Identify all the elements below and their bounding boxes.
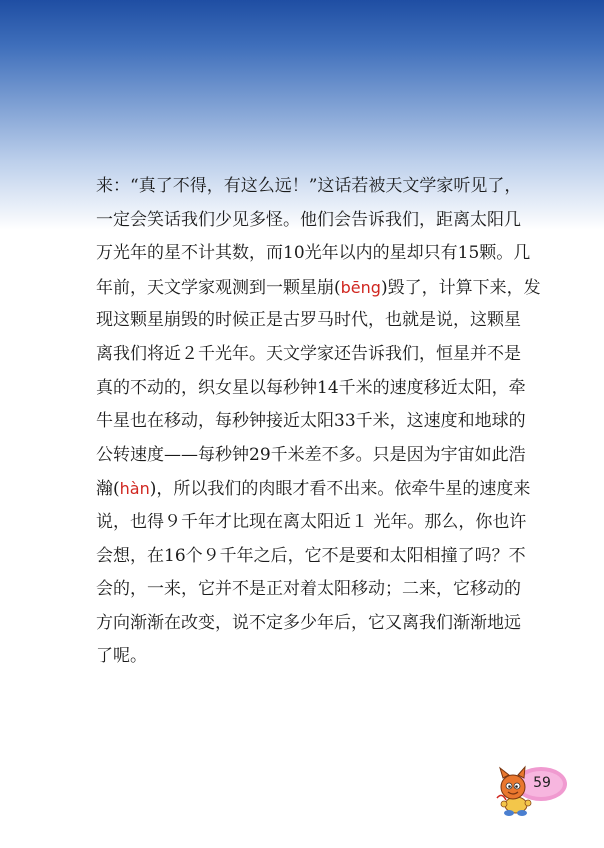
- text-line: 一定会笑话我们少见多怪。他们会告诉我们，距离太阳几: [96, 209, 521, 230]
- page-number: 59: [533, 775, 551, 791]
- text-line: 了呢。: [96, 646, 147, 667]
- text-line: 说，也得９千年才比现在离太阳近１ 光年。那么，你也许: [96, 511, 527, 532]
- pinyin-annotation: hàn: [119, 479, 150, 499]
- text-line: 来：“真了不得，有这么远！”这话若被天文学家听见了，: [96, 176, 522, 196]
- body-text: [96, 170, 541, 674]
- text-line: 真的不动的，织女星以每秒钟14千米的速度移近太阳，牵: [96, 377, 526, 398]
- text-line: [96, 271, 541, 305]
- text-segment: 年前，天文学家观测到一颗星崩(: [96, 277, 341, 298]
- text-line: 现这颗星崩毁的时候正是古罗马时代，也就是说，这颗星: [96, 310, 521, 331]
- text-line: 会的，一来，它并不是正对着太阳移动；二来，它移动的: [96, 579, 521, 600]
- text-segment: )毁了，计算下来，发: [380, 277, 541, 298]
- text-line: 公转速度——每秒钟29千米差不多。只是因为宇宙如此浩: [96, 444, 526, 465]
- text-line: 牛星也在移动，每秒钟接近太阳33千米，这速度和地球的: [96, 411, 526, 432]
- pinyin-annotation: bēng: [340, 277, 381, 297]
- text-line: 万光年的星不计其数，而10光年以内的星却只有15颗。几: [96, 243, 531, 264]
- text-line: 离我们将近２千光年。天文学家还告诉我们，恒星并不是: [96, 343, 521, 364]
- text-segment: )，所以我们的肉眼才看不出来。依牵牛星的速度来: [149, 479, 531, 500]
- text-line: 方向渐渐在改变，说不定多少年后，它又离我们渐渐地远: [96, 612, 521, 633]
- text-segment: 瀚(: [96, 479, 120, 500]
- text-line: [96, 472, 536, 506]
- text-line: 会想，在16个９千年之后，它不是要和太阳相撞了吗？不: [96, 545, 526, 566]
